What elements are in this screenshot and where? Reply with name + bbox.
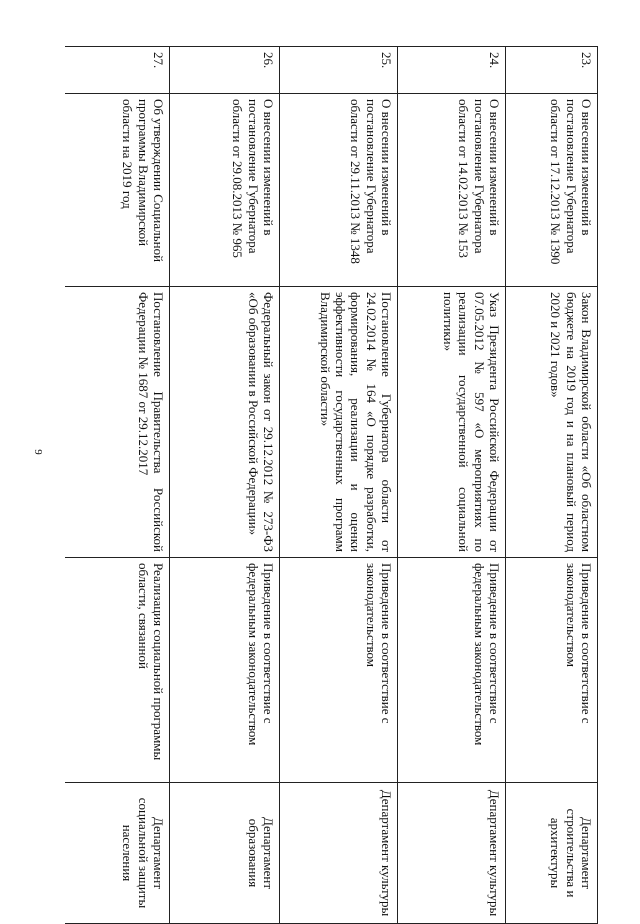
executor: Департамент культуры bbox=[280, 783, 398, 924]
table-row bbox=[506, 47, 598, 924]
row-number: 26. bbox=[170, 47, 280, 94]
reason: Приведение в соответствие с федеральным законодательством bbox=[398, 558, 506, 783]
rotated-table-container bbox=[66, 46, 598, 917]
reason: Приведение в соответствие с федеральным законодательством bbox=[170, 558, 280, 783]
act-title: О внесении изменений в постановление Губернатора области от 29.11.2013 № 1348 bbox=[280, 94, 398, 287]
executor: Департамент образования bbox=[170, 783, 280, 924]
executor: Департамент строительства и архитектуры bbox=[506, 783, 598, 924]
page-number: 9 bbox=[32, 449, 44, 455]
row-number: 23. bbox=[506, 47, 598, 94]
act-title: Об утверждении Социальной программы Владимирской области на 2019 год bbox=[66, 94, 170, 287]
executor: Департамент социальной защиты населения bbox=[66, 783, 170, 924]
legal-basis: Закон Владимирской области «Об областном бюджете на 2019 год и на плановый период 2020 и 2021 годов» bbox=[506, 287, 598, 558]
legal-basis: Постановление Правительства Российской Федерации № 1687 от 29.12.2017 bbox=[66, 287, 170, 558]
legal-basis: Указ Президента Российской Федерации от 07.05.2012 № 597 «О мероприятиях по реализации государственной социальной политики» bbox=[398, 287, 506, 558]
row-number: 27. bbox=[66, 47, 170, 94]
table-row bbox=[66, 47, 170, 924]
table-row bbox=[170, 47, 280, 924]
legal-basis: Постановление Губернатора области от 24.02.2014 № 164 «О порядке разработки, формирования, реализации и оценки эффективности государственных программ Владимирской области» bbox=[280, 287, 398, 558]
plan-table bbox=[66, 46, 599, 924]
executor: Департамент культуры bbox=[398, 783, 506, 924]
reason: Приведение в соответствие с законодательством bbox=[280, 558, 398, 783]
reason: Приведение в соответствие с законодательством bbox=[506, 558, 598, 783]
act-title: О внесении изменений в постановление Губернатора области от 17.12.2013 № 1390 bbox=[506, 94, 598, 287]
row-number: 24. bbox=[398, 47, 506, 94]
legal-basis: Федеральный закон от 29.12.2012 № 273-ФЗ «Об образовании в Российской Федерации» bbox=[170, 287, 280, 558]
table-row bbox=[280, 47, 398, 924]
act-title: О внесении изменений в постановление Губернатора области от 29.08.2013 № 965 bbox=[170, 94, 280, 287]
row-number: 25. bbox=[280, 47, 398, 94]
act-title: О внесении изменений в постановление Губернатора области от 14.02.2013 № 153 bbox=[398, 94, 506, 287]
table-row bbox=[398, 47, 506, 924]
reason: Реализация социальной программы области, связанной bbox=[66, 558, 170, 783]
